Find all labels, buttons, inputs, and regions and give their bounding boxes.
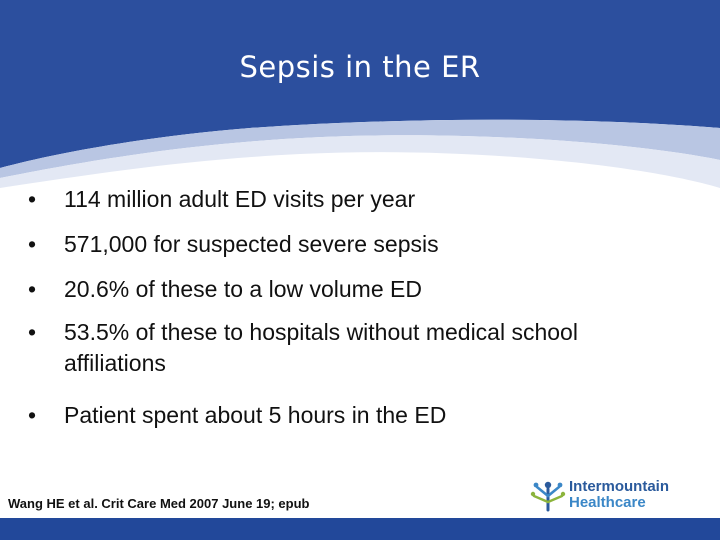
bullet-item	[22, 274, 682, 305]
bullet-text: 571,000 for suspected severe sepsis	[64, 231, 439, 257]
logo-wordmark-line2: Healthcare	[569, 494, 646, 511]
bullet-text: 114 million adult ED visits per year	[64, 186, 416, 212]
bullet-glyph: •	[28, 276, 37, 302]
bullet-text: 20.6% of these to a low volume ED	[64, 276, 422, 302]
intermountain-logo	[528, 476, 688, 516]
bullet-glyph: •	[28, 231, 37, 257]
citation: Wang HE et al. Crit Care Med 2007 June 19; epub	[8, 496, 310, 511]
footer-bar	[0, 518, 720, 540]
bullet-item	[22, 400, 682, 431]
bullet-glyph: •	[28, 402, 37, 428]
slide-title: Sepsis in the ER	[239, 50, 481, 84]
logo-wordmark-line1: Intermountain	[569, 478, 669, 495]
bullet-glyph: •	[28, 186, 37, 212]
people-tree-icon	[528, 476, 568, 516]
bullet-item	[22, 317, 682, 379]
bullet-item	[22, 184, 682, 215]
bullet-list	[22, 178, 682, 431]
header-background	[0, 0, 720, 200]
bullet-text: 53.5% of these to hospitals without medical school affiliations	[64, 319, 578, 376]
bullet-text: Patient spent about 5 hours in the ED	[64, 402, 447, 428]
bullet-glyph: •	[28, 319, 37, 345]
bullet-item	[22, 229, 682, 260]
